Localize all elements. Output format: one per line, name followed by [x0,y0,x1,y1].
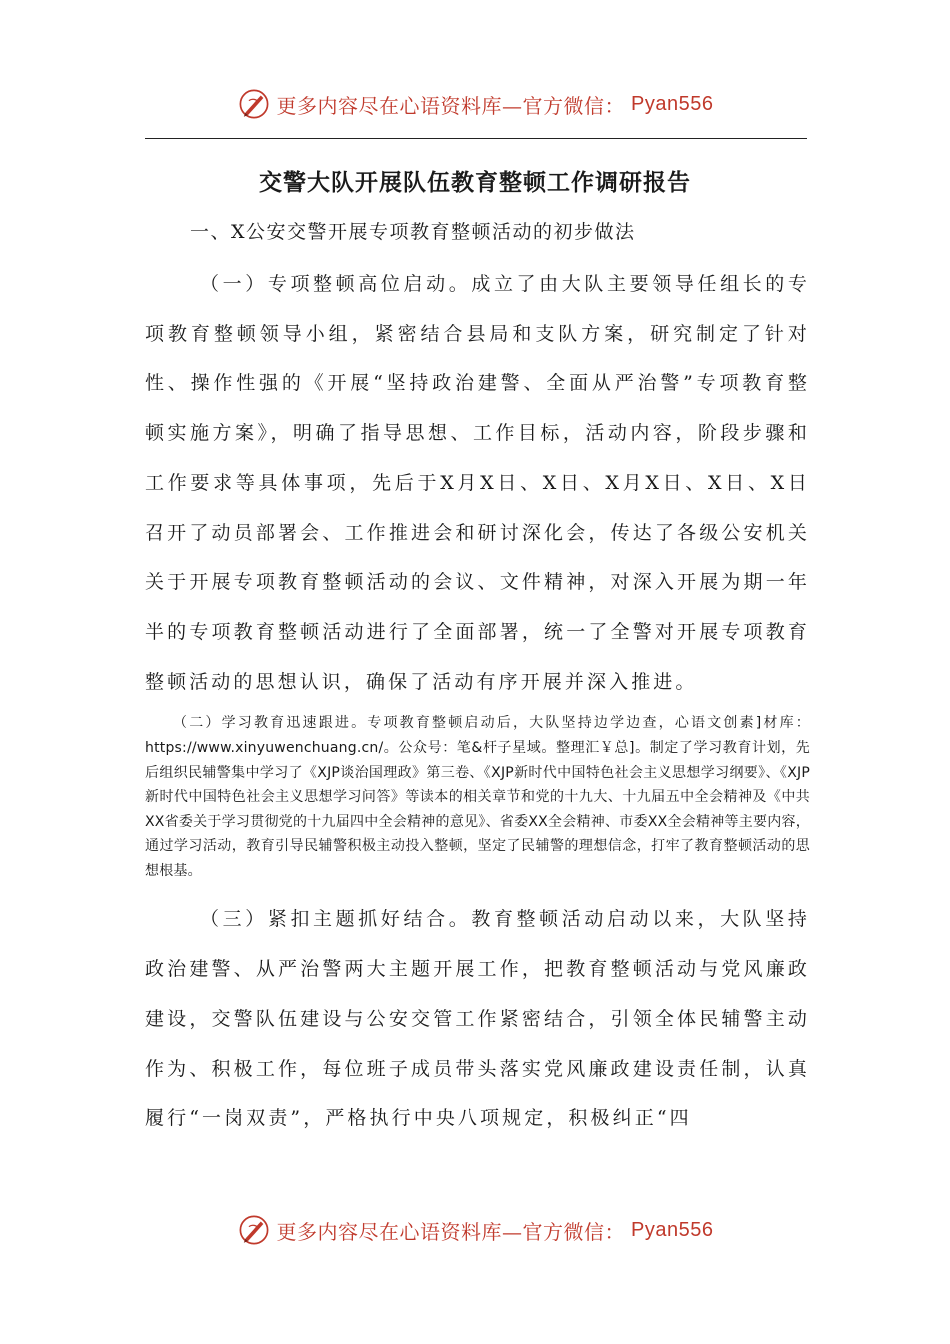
header-divider [145,138,807,139]
watermark-wechat-id-footer: Pyan556 [631,1218,714,1241]
document-body [145,214,810,1144]
paragraph-1: （一）专项整顿高位启动。成立了由大队主要领导任组长的专项教育整顿领导小组，紧密结合县局和支队方案，研究制定了针对性、操作性强的《开展“坚持政治建警、全面从严治警”专项教育整顿实施方案》，明确了指导思想、工作目标，活动内容，阶段步骤和工作要求等具体事项，先后于X月X日、X日、X月X日、X日、X日召开了动员部署会、工作推进会和研讨深化会，传达了各级公安机关关于开展专项教育整顿活动的会议、文件精神，对深入开展为期一年半的专项教育整顿活动进行了全面部署，统一了全警对开展专项教育整顿活动的思想认识，确保了活动有序开展并深入推进。 [145,273,810,693]
watermark-text-footer: 更多内容尽在心语资料库—官方微信： [276,1219,626,1244]
paragraph-2: （二）学习教育迅速跟进。专项教育整顿启动后，大队坚持边学边查，心语文创素]材库：https://www.xinyuwenchuang.cn/。公众号：笔&杆子星域。整理汇￥总]。制定了学习教育计划，先后组织民辅警集中学习了《XJP谈治国理政》第三卷、《XJP新时代中国特色社会主义思想学习纲要》、《XJP新时代中国特色社会主义思想学习问答》等读本的相关章节和党的十九大、十九届五中全会精神及《中共XX省委关于学习贯彻党的十九届四中全会精神的意见》、省委XX全会精神、市委XX全会精神等主要内容，通过学习活动，教育引导民辅警积极主动投入整顿，坚定了民辅警的理想信念，打牢了教育整顿活动的思想根基。 [145,715,810,879]
watermark-wechat-id: Pyan556 [631,92,714,115]
pen-logo-icon [237,1213,271,1247]
paragraph-3: （三）紧扣主题抓好结合。教育整顿活动启动以来，大队坚持政治建警、从严治警两大主题开展工作，把教育整顿活动与党风廉政建设，交警队伍建设与公安交管工作紧密结合，引领全体民辅警主动作为、积极工作，每位班子成员带头落实党风廉政建设责任制，认真履行“一岗双责”，严格执行中央八项规定，积极纠正“四 [145,908,810,1130]
watermark-text: 更多内容尽在心语资料库—官方微信： [276,93,626,118]
watermark-footer [0,1210,950,1250]
watermark-brand-footer [237,1213,714,1247]
watermark-header [0,84,950,124]
pen-logo-icon [237,87,271,121]
section-heading: 一、X公安交警开展专项教育整顿活动的初步做法 [190,221,636,243]
document-title: 交警大队开展队伍教育整顿工作调研报告 [259,170,691,196]
watermark-brand [237,87,714,121]
